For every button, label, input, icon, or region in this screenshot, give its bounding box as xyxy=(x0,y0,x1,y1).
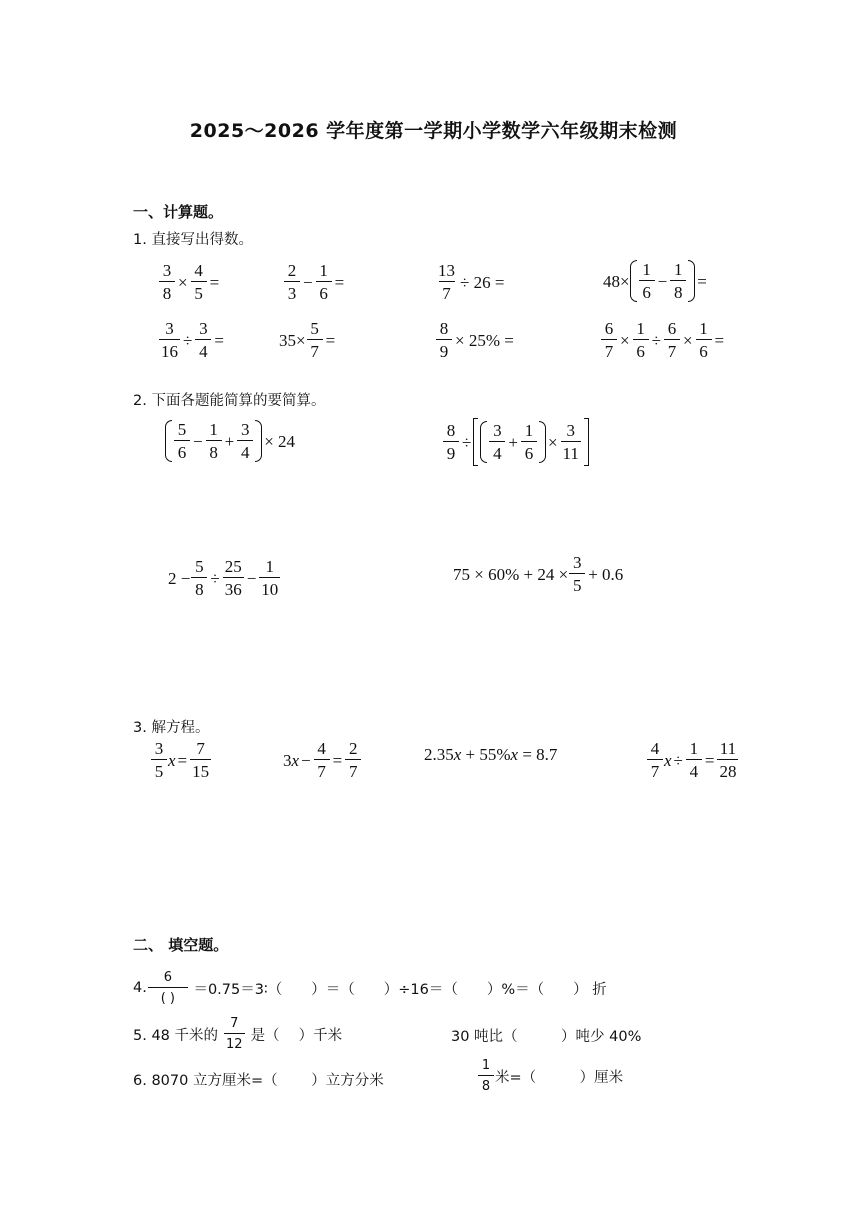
section2-heading: 二、 填空题。 xyxy=(133,936,229,954)
fraction: $\frac{5}{6}$ xyxy=(174,421,190,461)
fraction: $\frac{1}{6}$ xyxy=(316,262,332,302)
q1-label: 1. 直接写出得数。 xyxy=(133,232,253,248)
q3-e2: 3 x − $\frac{4}{7}$ = $\frac{2}{7}$ xyxy=(283,740,362,780)
q1-r1-e3: $\frac{13}{7}$ ÷ 26 = xyxy=(438,261,505,303)
fraction: $\frac{3}{4}$ xyxy=(195,320,211,360)
fraction: $\frac{13}{7}$ xyxy=(438,261,455,303)
q1-r1-e4: 48× $\frac{1}{6}$ − $\frac{1}{8}$ = xyxy=(603,260,707,302)
q1-r2-e4: $\frac{6}{7}$ × $\frac{1}{6}$ ÷ $\frac{6}{7}$ × $\frac{1}{6}$ = xyxy=(600,320,726,360)
q3-label: 3. 解方程。 xyxy=(133,720,210,736)
fraction: $\frac{1}{8}$ xyxy=(478,1058,494,1094)
fraction: $\frac{3}{5}$ xyxy=(569,554,585,594)
q6-part-a: 6. 8070 立方厘米=（ ）立方分米 xyxy=(133,1073,384,1089)
q2-e2: $\frac{8}{9}$ ÷ $\frac{3}{4}$ + $\frac{1}{6}$ × $\frac{3}{11}$ xyxy=(442,418,589,466)
fraction: $\frac{1}{8}$ xyxy=(206,421,222,461)
q1-r2-e3: $\frac{8}{9}$ × 25% = xyxy=(435,320,516,360)
section1-heading: 一、计算题。 xyxy=(133,203,224,221)
fraction: $\frac{5}{8}$ xyxy=(191,558,207,598)
fraction-blank: $\frac{6}{( )}$ xyxy=(148,970,188,1006)
q3-e4: $\frac{4}{7}$ x ÷ $\frac{1}{4}$ = $\frac{11}{28}$ xyxy=(646,740,739,780)
q3-e1: $\frac{3}{5}$ x = $\frac{7}{15}$ xyxy=(150,740,212,780)
fraction: $\frac{3}{5}$ xyxy=(151,740,167,780)
q1-r1-e1: $\frac{3}{8}$ × $\frac{4}{5}$ = xyxy=(158,262,221,302)
fraction: $\frac{1}{6}$ xyxy=(521,422,537,462)
fraction: $\frac{4}{7}$ xyxy=(647,740,663,780)
fraction: $\frac{7}{12}$ xyxy=(226,1016,243,1052)
q3-e3: 2.35 x + 55% x = 8.7 xyxy=(424,745,558,764)
q2-label: 2. 下面各题能简算的要简算。 xyxy=(133,393,326,409)
fraction: $\frac{8}{9}$ xyxy=(436,320,452,360)
fraction: $\frac{1}{6}$ xyxy=(696,320,712,360)
q1-r2-e2: 35× $\frac{5}{7}$ = xyxy=(279,319,336,361)
q6-part-b: $\frac{1}{8}$ 米=（ ）厘米 xyxy=(477,1058,623,1094)
q4-line: 4. $\frac{6}{( )}$ ＝0.75＝3∶（ ）＝（ ）÷16＝（ ）%＝（ ） 折 xyxy=(133,970,607,1006)
fraction: $\frac{3}{11}$ xyxy=(562,421,579,463)
fraction: $\frac{4}{7}$ xyxy=(314,740,330,780)
fraction: $\frac{4}{5}$ xyxy=(191,262,207,302)
fraction: $\frac{25}{36}$ xyxy=(224,557,242,599)
fraction: $\frac{8}{9}$ xyxy=(443,422,459,462)
fraction: $\frac{2}{3}$ xyxy=(284,262,300,302)
q2-e1: $\frac{5}{6}$ − $\frac{1}{8}$ + $\frac{3}{4}$ × 24 xyxy=(165,420,297,462)
fraction: $\frac{6}{7}$ xyxy=(601,320,617,360)
fraction: $\frac{7}{15}$ xyxy=(192,739,210,781)
page-title: 2025～2026 学年度第一学期小学数学六年级期末检测 xyxy=(189,120,678,142)
fraction: $\frac{1}{6}$ xyxy=(633,320,649,360)
fraction: $\frac{11}{28}$ xyxy=(719,739,737,781)
fraction: $\frac{5}{7}$ xyxy=(307,320,323,360)
q2-e4: 75 × 60% + 24 × $\frac{3}{5}$ + 0.6 xyxy=(453,553,624,595)
fraction: $\frac{3}{8}$ xyxy=(159,262,175,302)
q5-part-b: 30 吨比（ ）吨少 40% xyxy=(451,1029,642,1045)
fraction: $\frac{1}{8}$ xyxy=(670,261,686,301)
q5-line: 5. 48 千米的 $\frac{7}{12}$ 是（ ）千米 xyxy=(133,1016,343,1052)
fraction: $\frac{3}{4}$ xyxy=(237,421,253,461)
fraction: $\frac{3}{4}$ xyxy=(489,422,505,462)
fraction: $\frac{3}{16}$ xyxy=(161,319,178,361)
fraction: $\frac{1}{4}$ xyxy=(686,740,702,780)
fraction: $\frac{2}{7}$ xyxy=(345,740,361,780)
fraction: $\frac{6}{7}$ xyxy=(664,320,680,360)
q2-e3: 2 − $\frac{5}{8}$ ÷ $\frac{25}{36}$ − $\frac{1}{10}$ xyxy=(168,557,279,599)
fraction: $\frac{1}{6}$ xyxy=(639,261,655,301)
q1-r2-e1: $\frac{3}{16}$ ÷ $\frac{3}{4}$ = xyxy=(161,319,224,361)
q1-r1-e2: $\frac{2}{3}$ − $\frac{1}{6}$ = xyxy=(283,262,346,302)
fraction: $\frac{1}{10}$ xyxy=(261,557,279,599)
